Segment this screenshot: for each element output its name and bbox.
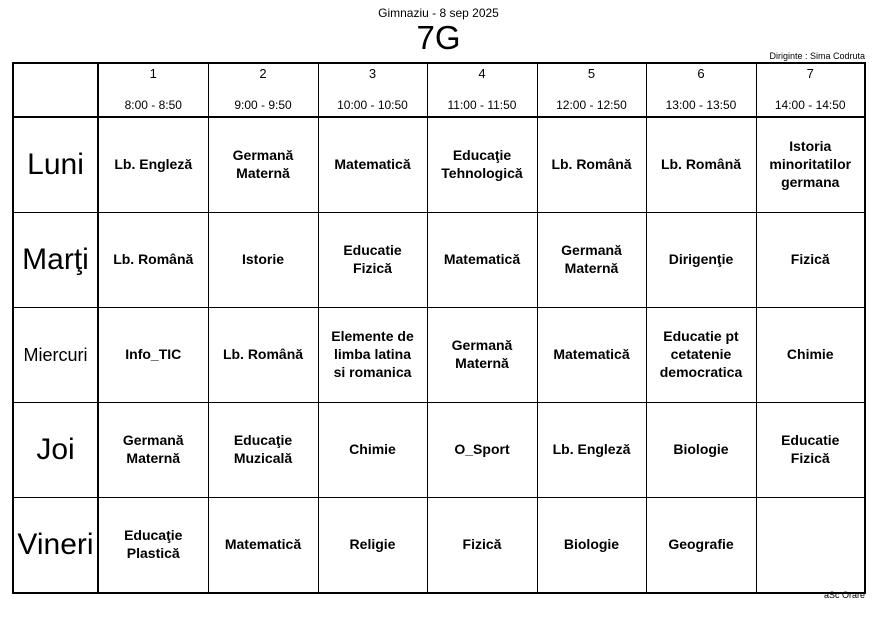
footer-credit: aSc Orare <box>823 590 865 600</box>
subject-name: Educatie Fizică <box>343 242 402 276</box>
class-title: 7G <box>416 19 461 56</box>
lesson-cell <box>208 308 318 403</box>
subject-name: Lb. Engleză <box>114 156 193 172</box>
subject-name: Biologie <box>673 441 729 457</box>
lesson-cell <box>537 213 646 308</box>
subject-name: Germană Maternă <box>232 147 294 181</box>
period-header-cell <box>427 63 537 117</box>
day-name: Miercuri <box>23 344 88 365</box>
lesson-cell <box>756 403 865 498</box>
subject-name: Lb. Română <box>222 346 304 362</box>
subject-name: Religie <box>349 536 396 552</box>
day-cell <box>13 213 98 308</box>
lesson-cell <box>318 117 427 213</box>
subject-name: Germană Maternă <box>451 337 513 371</box>
lesson-cell <box>646 498 756 594</box>
day-name: Vineri <box>17 528 94 561</box>
day-name: Luni <box>27 148 84 181</box>
corner-cell <box>13 63 98 117</box>
subject-name: Educaţie Plastică <box>124 527 183 561</box>
subject-name: Germană Maternă <box>561 242 622 276</box>
lesson-cell <box>208 213 318 308</box>
class-teacher-label: Diriginte : Sima Codruta <box>769 51 865 61</box>
period-time: 13:00 - 13:50 <box>665 98 737 112</box>
subject-name: Educatie Fizică <box>781 432 840 466</box>
lesson-cell <box>98 117 208 213</box>
lesson-cell <box>537 308 646 403</box>
period-time: 10:00 - 10:50 <box>337 98 408 112</box>
period-number: 1 <box>149 66 157 81</box>
lesson-cell <box>427 403 537 498</box>
subject-name: Dirigenţie <box>668 251 734 267</box>
lesson-cell <box>537 403 646 498</box>
period-time: 14:00 - 14:50 <box>774 98 846 112</box>
period-header-cell <box>318 63 427 117</box>
lesson-cell <box>646 308 756 403</box>
lesson-cell <box>318 403 427 498</box>
subject-name: Istoria minoritatilor germana <box>769 138 852 190</box>
subject-name: Matematică <box>553 346 630 362</box>
subject-name: O_Sport <box>454 441 510 457</box>
period-time: 9:00 - 9:50 <box>234 98 292 112</box>
subject-name: Chimie <box>349 441 396 457</box>
period-number: 2 <box>259 66 267 81</box>
subject-name: Geografie <box>668 536 734 552</box>
subject-name: Matematică <box>224 536 302 552</box>
day-row <box>13 403 865 498</box>
period-number: 5 <box>587 66 596 81</box>
day-cell <box>13 498 98 594</box>
lesson-cell <box>318 213 427 308</box>
period-header-cell <box>646 63 756 117</box>
subject-name: Matematică <box>443 251 521 267</box>
period-header-cell <box>208 63 318 117</box>
lesson-cell <box>98 498 208 594</box>
lesson-cell <box>208 498 318 594</box>
subject-name: Educaţie Muzicală <box>233 432 293 466</box>
subject-name: Germană Maternă <box>122 432 184 466</box>
day-cell <box>13 117 98 213</box>
lesson-cell <box>756 117 865 213</box>
subject-name: Educaţie Tehnologică <box>441 147 523 181</box>
lesson-cell <box>208 403 318 498</box>
lesson-cell <box>208 117 318 213</box>
period-header-cell <box>756 63 865 117</box>
subject-name: Lb. Română <box>660 156 742 172</box>
subject-name: Biologie <box>563 536 620 552</box>
subject-name: Matematică <box>334 156 411 172</box>
lesson-cell <box>427 213 537 308</box>
period-number: 3 <box>368 66 377 81</box>
lesson-cell <box>756 213 865 308</box>
lesson-cell <box>646 117 756 213</box>
lesson-cell <box>98 213 208 308</box>
period-header-cell <box>537 63 646 117</box>
subject-name: Fizică <box>790 251 830 267</box>
lesson-cell <box>427 117 537 213</box>
lesson-cell <box>537 498 646 594</box>
day-row <box>13 213 865 308</box>
subject-name: Istorie <box>241 251 284 267</box>
day-row <box>13 498 865 594</box>
period-number: 6 <box>697 66 705 81</box>
period-header-row <box>13 63 865 117</box>
subject-name: Fizică <box>462 536 502 552</box>
subject-name: Lb. Engleză <box>552 441 631 457</box>
lesson-cell <box>646 403 756 498</box>
subject-name: Chimie <box>786 346 834 362</box>
period-header-cell <box>98 63 208 117</box>
lesson-cell <box>756 308 865 403</box>
subject-name: Lb. Română <box>551 156 632 172</box>
subject-name: Elemente de limba latina si romanica <box>331 328 414 380</box>
subject-name: Lb. Română <box>113 251 194 267</box>
school-date-subtitle: Gimnaziu - 8 sep 2025 <box>378 6 499 20</box>
day-row <box>13 117 865 213</box>
period-time: 8:00 - 8:50 <box>124 98 182 112</box>
lesson-cell <box>98 403 208 498</box>
lesson-cell <box>318 498 427 594</box>
subject-name: Info_TIC <box>125 346 182 362</box>
period-number: 4 <box>478 66 486 81</box>
subject-name: Educatie pt cetatenie democratica <box>659 328 743 380</box>
lesson-cell <box>427 308 537 403</box>
lesson-cell <box>646 213 756 308</box>
day-name: Marţi <box>22 243 89 276</box>
day-row <box>13 308 865 403</box>
day-name: Joi <box>36 433 75 466</box>
lesson-cell <box>537 117 646 213</box>
lesson-cell <box>98 308 208 403</box>
lesson-cell <box>756 498 865 594</box>
period-time: 11:00 - 11:50 <box>447 98 517 112</box>
lesson-cell <box>318 308 427 403</box>
lesson-cell <box>427 498 537 594</box>
period-time: 12:00 - 12:50 <box>556 98 627 112</box>
day-cell <box>13 403 98 498</box>
timetable <box>12 62 866 594</box>
period-number: 7 <box>806 66 814 81</box>
day-cell <box>13 308 98 403</box>
